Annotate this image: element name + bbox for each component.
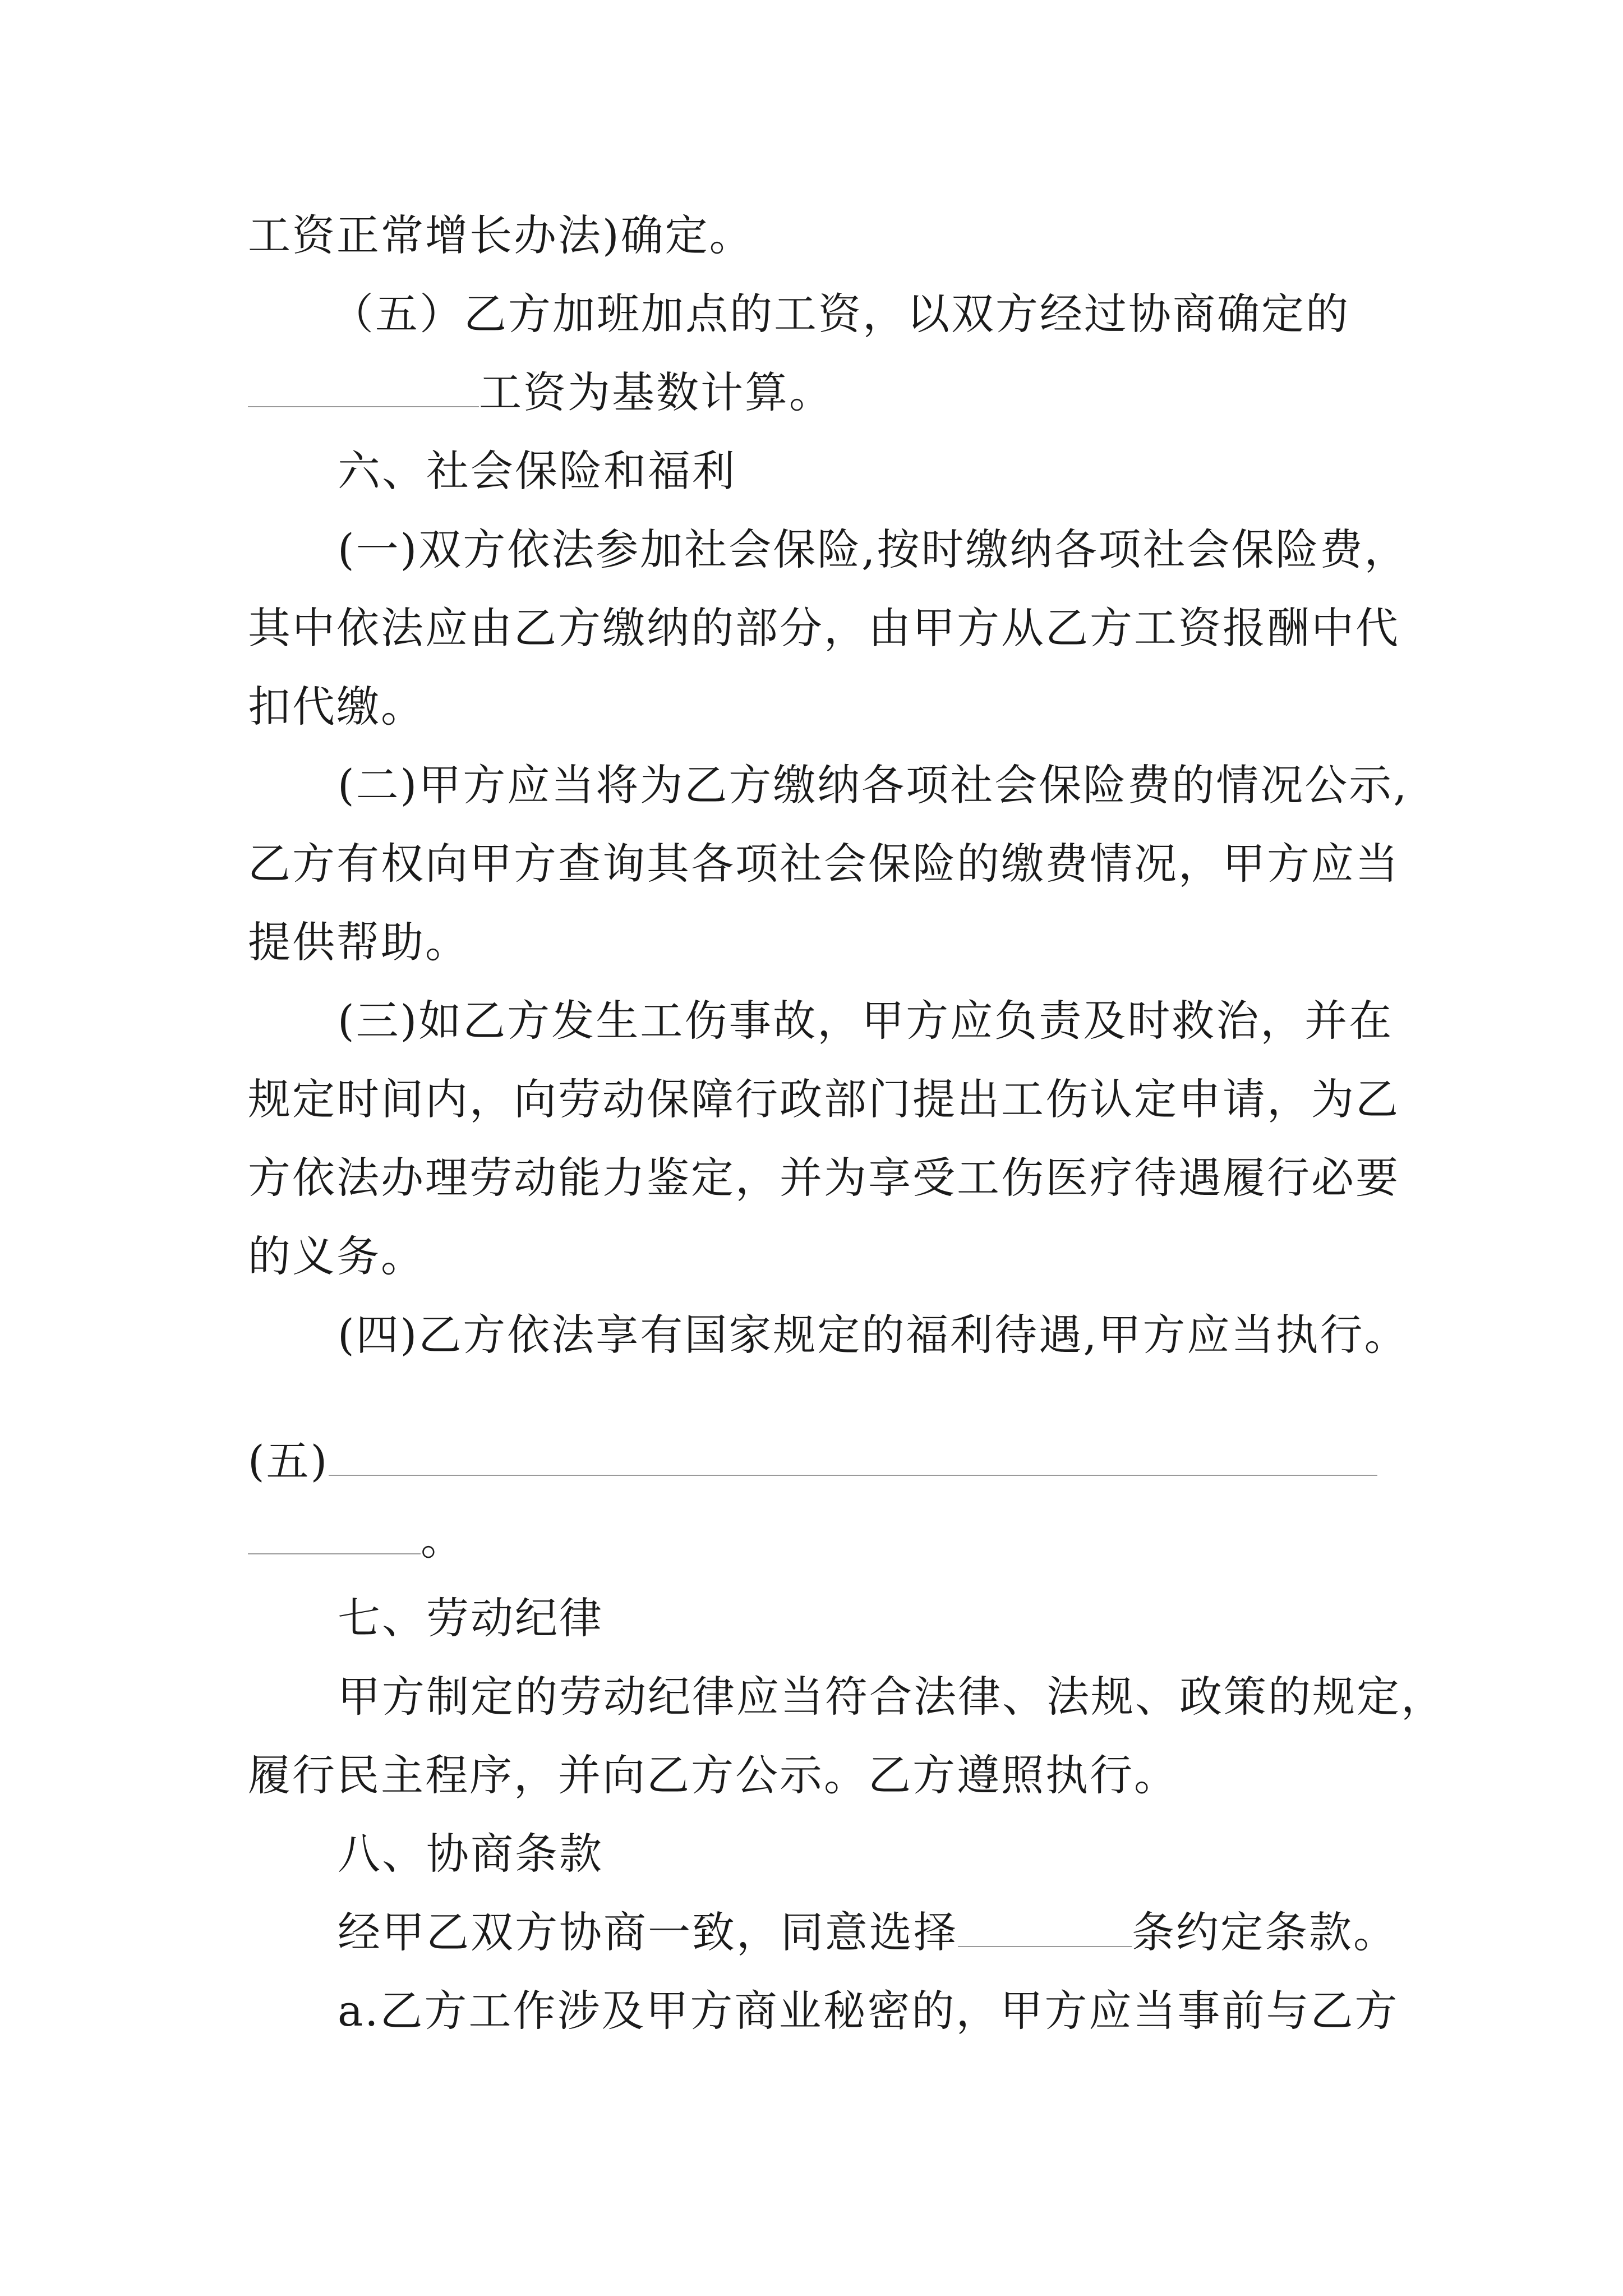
paragraph-line xyxy=(248,365,833,421)
paragraph-line: 的义务。 xyxy=(248,1231,425,1281)
section-heading-7: 七、劳动纪律 xyxy=(338,1593,603,1643)
paragraph-line: (三)如乙方发生工伤事故，甲方应负责及时救治，并在 xyxy=(338,996,1394,1046)
paragraph-line: 工资正常增长办法)确定。 xyxy=(248,210,754,260)
line-text: 工资为基数计算。 xyxy=(479,367,833,417)
paragraph-line: （五）乙方加班加点的工资，以双方经过协商确定的 xyxy=(331,289,1350,339)
fill-blank[interactable] xyxy=(958,1906,1132,1947)
paragraph-line: (二)甲方应当将为乙方缴纳各项社会保险费的情况公示, xyxy=(338,760,1409,810)
paragraph-line: (一)双方依法参加社会保险,按时缴纳各项社会保险费， xyxy=(338,524,1409,574)
paragraph-line xyxy=(338,1904,1398,1961)
paragraph-line xyxy=(248,1512,465,1568)
paragraph-line: (四)乙方依法享有国家规定的福利待遇,甲方应当执行。 xyxy=(338,1310,1409,1360)
paragraph-line: 方依法办理劳动能力鉴定，并为享受工伤医疗待遇履行必要 xyxy=(248,1153,1400,1203)
line-text: 经甲乙双方协商一致，同意选择 xyxy=(338,1907,958,1957)
paragraph-line: 乙方有权向甲方查询其各项社会保险的缴费情况，甲方应当 xyxy=(248,839,1400,889)
paragraph-line: 扣代缴。 xyxy=(248,682,425,731)
paragraph-line: 其中依法应由乙方缴纳的部分，由甲方从乙方工资报酬中代 xyxy=(248,603,1400,653)
item-label: (五) xyxy=(248,1436,329,1486)
fill-blank[interactable] xyxy=(248,366,479,407)
paragraph-line: 甲方制定的劳动纪律应当符合法律、法规、政策的规定， xyxy=(338,1672,1445,1722)
fill-blank[interactable] xyxy=(329,1434,1377,1476)
line-text: 。 xyxy=(421,1515,465,1565)
paragraph-line xyxy=(248,1433,1377,1489)
fill-blank[interactable] xyxy=(248,1513,421,1554)
paragraph-line: 规定时间内，向劳动保障行政部门提出工伤认定申请，为乙 xyxy=(248,1074,1400,1124)
section-heading-8: 八、协商条款 xyxy=(338,1829,603,1879)
line-text: 条约定条款。 xyxy=(1132,1907,1398,1957)
paragraph-line: a.乙方工作涉及甲方商业秘密的，甲方应当事前与乙方 xyxy=(338,1986,1399,2036)
paragraph-line: 履行民主程序，并向乙方公示。乙方遵照执行。 xyxy=(248,1750,1178,1800)
section-heading-6: 六、社会保险和福利 xyxy=(338,446,736,496)
paragraph-line: 提供帮助。 xyxy=(248,917,469,967)
